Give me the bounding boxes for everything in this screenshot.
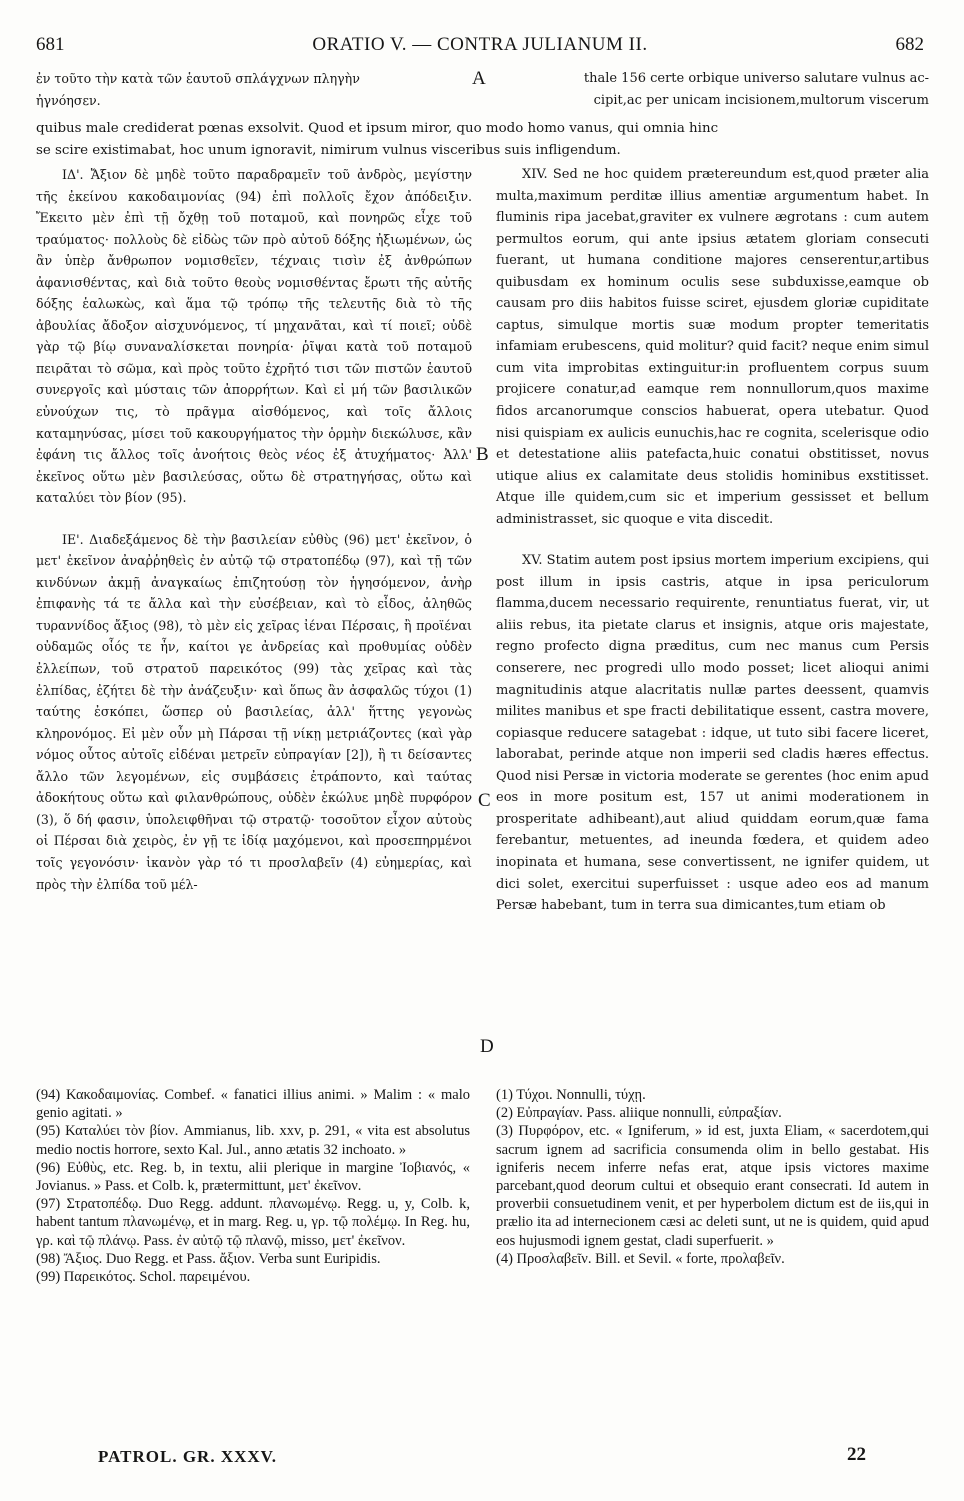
footnote: (2) Εὐπραγίαν. Pass. aliique nonnulli, εὐπραξίαν. (496, 1105, 782, 1122)
footnote: (96) Εὐθὺς, etc. Reg. b, in textu, alii plerique in margine Ἰοβιανός, « Jovianus. » Pass. et Colb. k, prætermittunt, μετ' ἐκεῖνον. (36, 1159, 470, 1195)
footnote: (95) Καταλύει τὸν βίον. Ammianus, lib. xxv, p. 291, « vita est absolutus medio noctis horrore, sexto Kal. Jul., anno ætatis 32 inchoato. » (36, 1123, 470, 1158)
margin-marker-d: D (480, 1036, 494, 1057)
margin-marker-c: C (478, 790, 491, 811)
section-spacer (36, 509, 472, 529)
margin-marker-b: B (476, 444, 489, 465)
top-latin-line-1: thale 156 certe orbique universo salutare vulnus ac- (583, 71, 929, 86)
top-latin-line-2: cipit,ac per unicam incisionem,multorum viscerum (593, 92, 929, 108)
footnote: (3) Πυρφόρον, etc. « Igniferum, » id est, juxta Eliam, « sacerdotem,qui sacrum ignem ad sacrificia consumenda olim in bello gestabat. His igniferis necem inferre nefas erat, atque ipsis victores maxime parcebant,quod deorum cultui et obsequio erant consecrati. Id autem in proverbii consuetudinem venit, et per hyperbolem dictum est de iis,qui in prælio ita ad internecionem cæsi ac deleti sunt, ut ne is quidem, quid apud eos hujusmodi ignem gestat, cladi superfuerit. » (496, 1123, 929, 1249)
footnote: (99) Παρεικότος. Schol. παρειμένου. (36, 1269, 251, 1286)
footnotes-left (36, 1086, 470, 1286)
footnotes-right (496, 1086, 929, 1268)
running-title: ORATIO V. — CONTRA JULIANUM II. (312, 34, 648, 55)
latin-section-14: XIV. Sed ne hoc quidem prætereundum est,quod præter alia multa,maximum perditæ illius amentiæ argumentum habet. In fluminis ripa jacebat,graviter ex vulnere ægrotans : cum autem permultos eorum, qui ante ipsius ætatem gloriam consecuti fuerant, ut humana conditione majores censerentur,artibus quibusdam ex hominum oculis sese subduxisse,eamque ob causam pro diis habitos fuisse sciret, ejusdem gloriæ cupiditate captus, simulque mortis suæ modum propter temeritatis infamiam erubescens, quid molitur? quid facit? neque enim simul cum vita improbitas extinguitur:in profluentem corpus suum projicere conatur,ad eamque rem nonnullorum,quos maxime fidos arcanorumque conscios habuerat, opera utebatur. Quod nisi quispiam ex aulicis eunuchis,hac re cognita, scelerisque odio et detestatione aliis patefacta,huic conatui obstitisset, novus utique alius ex calamitate deus stolidis hominibus exstitisset. Atque ille quidem,cum sic et imperium gessisset et bellum administrasset, sic quoque e vita discedit. (496, 167, 929, 527)
section-spacer (496, 530, 929, 550)
greek-column (36, 164, 472, 895)
page-number-left: 681 (36, 34, 65, 55)
top-greek-line-1: ἐν τοῦτο τὴν κατὰ τῶν ἑαυτοῦ σπλάγχνων πληγὴν (36, 71, 360, 86)
full-line-1: quibus male crediderat pœnas exsolvit. Quod et ipsum miror, quo modo homo vanus, qui omnia hinc (36, 121, 719, 136)
footnote: (4) Προσλαβεῖν. Bill. et Sevil. « forte, προλαβεῖν. (496, 1250, 785, 1267)
running-header (36, 34, 924, 58)
footnote: (1) Τύχοι. Nonnulli, τύχῃ. (496, 1087, 646, 1103)
footnote: (98) Ἄξιος. Duo Regg. et Pass. ἄξιον. Verba sunt Euripidis. (36, 1250, 381, 1267)
top-latin-fragment (488, 68, 929, 111)
latin-section-15: XV. Statim autem post ipsius mortem imperium excipiens, qui post illum in ipsis castris, atque in ipsa periculorum flamma,ducem necessario requirente, renuntiatus fuerat, vir, ut aliis rebus, ita pietate clarus et insignis, atque oris majestate, regno profecto digna præditus, cum nec manus cum Persis conserere, nec progredi ullo modo posset; licet alioqui animi magnitudinis atque alacritatis nullæ partes deessent, quamvis milites manibus et spe fracti debilitatique essent, castra movere, copiasque reducere satagebat : idque, ut tuto sibi facere liceret, laborabat, perinde atque non imperii sed cladis hæres effectus. Quod nisi Persæ in victoria moderate se gerentes (hoc enim apud eos in more positum est, 157 ut animi moderationem in prosperitate adhibeant),aut aliud quiddam eorum,quæ fama ferebantur, metuentes, ad ineunda fœdera, et quidem adeo inopinata et humana, sese convertissent, ne ignifer quidem, ut dici solet, exercitui superfuisset : usque adeo eos ad manum Persæ habebant, tum in terra sua dimicantes,tum etiam ob (496, 553, 929, 914)
top-greek-fragment (36, 68, 472, 111)
page-number-right: 682 (895, 34, 924, 55)
top-greek-line-2: ἠγνόησεν. (36, 92, 101, 108)
latin-column (496, 164, 929, 917)
full-width-text (36, 118, 929, 161)
gathering-number: 22 (847, 1444, 866, 1465)
volume-signature: PATROL. GR. XXXV. (98, 1447, 277, 1466)
margin-marker-a: A (472, 68, 486, 89)
footnote: (97) Στρατοπέδῳ. Duo Regg. addunt. πλανωμένῳ. Regg. u, y, Colb. k, habent tantum πλανωμένῳ, et in marg. Reg. u, γρ. τῷ πολέμῳ. In Reg. hu, γρ. καὶ τῷ πλάνῳ. Pass. ἐν αὐτῷ τῷ πλανῷ, misso, μετ' ἐκεῖνον. (36, 1196, 470, 1249)
greek-section-14: ΙΔ'. Ἄξιον δὲ μηδὲ τοῦτο παραδραμεῖν τοῦ ἀνδρὸς, μεγίστην τῆς ἐκείνου κακοδαιμονίας (94) ἐπὶ πολλοῖς ἔχον ἀπόδειξιν. Ἔκειτο μὲν ἐπὶ τῇ ὄχθῃ τοῦ ποταμοῦ, καὶ πονηρῶς εἶχε τοῦ τραύματος· πολλοὺς δὲ εἰδὼς τῶν πρὸ αὐτοῦ δόξης ἠξιωμένων, ὡς ἂν ὑπὲρ ἄνθρωπον νομισθεῖεν, τέχναις τισὶν ἐξ ἀνθρώπων ἀφανισθέντας, καὶ διὰ τοῦτο θεοὺς νομισθέντας ἔρωτι τῆς αὐτῆς δόξης ἑαλωκὼς, καὶ ἅμα τῷ τρόπῳ τῆς τελευτῆς διὰ τὸ τῆς ἀβουλίας ἄδοξον αἰσχυνόμενος, τί μηχανᾶται, καὶ τί ποιεῖ; οὐδὲ γὰρ τῷ βίῳ συναναλίσκεται πονηρία· ῥῖψαι κατὰ τοῦ ποταμοῦ πειρᾶται τὸ σῶμα, καὶ πρὸς τοῦτο ἐχρῆτό τισι τῶν πιστῶν ἑαυτοῦ συνεργοῖς καὶ μύσταις τῶν ἀπορρήτων. Καὶ εἰ μή τῶν βασιλικῶν εὐνούχων τις, τὸ πρᾶγμα αἰσθόμενος, καὶ τοῖς ἄλλοις καταμηνύσας, μίσει τοῦ κακουργήματος τὴν ὁρμὴν διεκώλυσε, κἂν ἐφάνη τις ἄλλος τοῖς ἀνοήτοις θεὸς νέος ἐξ ἀτυχήματος· Ἀλλ' ἐκεῖνος οὕτω μὲν βασιλεύσας, οὕτω δὲ στρατηγήσας, οὕτω καὶ καταλύει τὸν βίον (95). (36, 167, 472, 506)
footnote: (94) Κακοδαιμονίας. Combef. « fanatici illius animi. » Malim : « malo genio agitati. » (36, 1087, 470, 1122)
full-line-2: se scire existimabat, hoc unum ignoravit, nimirum vulnus visceribus suis infligendum. (36, 142, 621, 158)
greek-section-15: ΙΕ'. Διαδεξάμενος δὲ τὴν βασιλείαν εὐθὺς (96) μετ' ἐκεῖνον, ὁ μετ' ἐκεῖνον ἀναῤῥηθεὶς ἐν αὐτῷ τῷ στρατοπέδῳ (97), καὶ τῇ τῶν κινδύνων ἀκμῇ ἀναγκαίως ἐπιζητούσῃ τὸν ἡγησόμενον, ἀνὴρ ἐπιφανὴς τά τε ἄλλα καὶ τὴν εὐσέβειαν, καὶ τὸ εἶδος, ἀληθῶς τυραννίδος ἄξιος (98), τὸ μὲν εἰς χεῖρας ἰέναι Πέρσαις, ἢ προϊέναι οὐδαμῶς οἷός τε ἦν, καίτοι γε ἀνδρείας καὶ προθυμίας οὐδὲν ἐλλείπων, τοῦ στρατοῦ παρεικότος (99) τὰς χεῖρας καὶ τὰς ἐλπίδας, ἐζήτει δὲ τὴν ἀνάζευξιν· καὶ ὅπως ἂν ἀσφαλῶς τύχοι (1) ταύτης ἐσκόπει, ὥσπερ οὐ βασιλείας, ἀλλ' ἥττης γεγονὼς κληρονόμος. Εἰ μὲν οὖν μὴ Πάρσαι τῇ νίκῃ μετριάζοντες (καὶ γὰρ νόμος οὗτος αὐτοῖς εἰδέναι μετρεῖν εὐπραγίαν [2]), ἢ τι δείσαντες ἄλλο τῶν λεγομένων, εἰς συμβάσεις ἐτράποντο, καὶ ταύτας ἀδοκήτους οὕτω καὶ φιλανθρώπους, οὐδὲν ἐκώλυε μηδὲ πυρφόρον (3), ὅ δή φασιν, ὑπολειφθῆναι τῷ στρατῷ· τοσοῦτον εἶχον αὐτοὺς οἱ Πέρσαι διὰ χειρὸς, ἐν γῇ τε ἰδίᾳ μαχόμενοι, καὶ προσεπηρμένοι τοῖς γεγονόσιν· ἱκανὸν γὰρ τό τι προσλαβεῖν (4) εὐημερίας, καὶ πρὸς τὴν ἐλπίδα τοῦ μέλ- (36, 531, 472, 892)
